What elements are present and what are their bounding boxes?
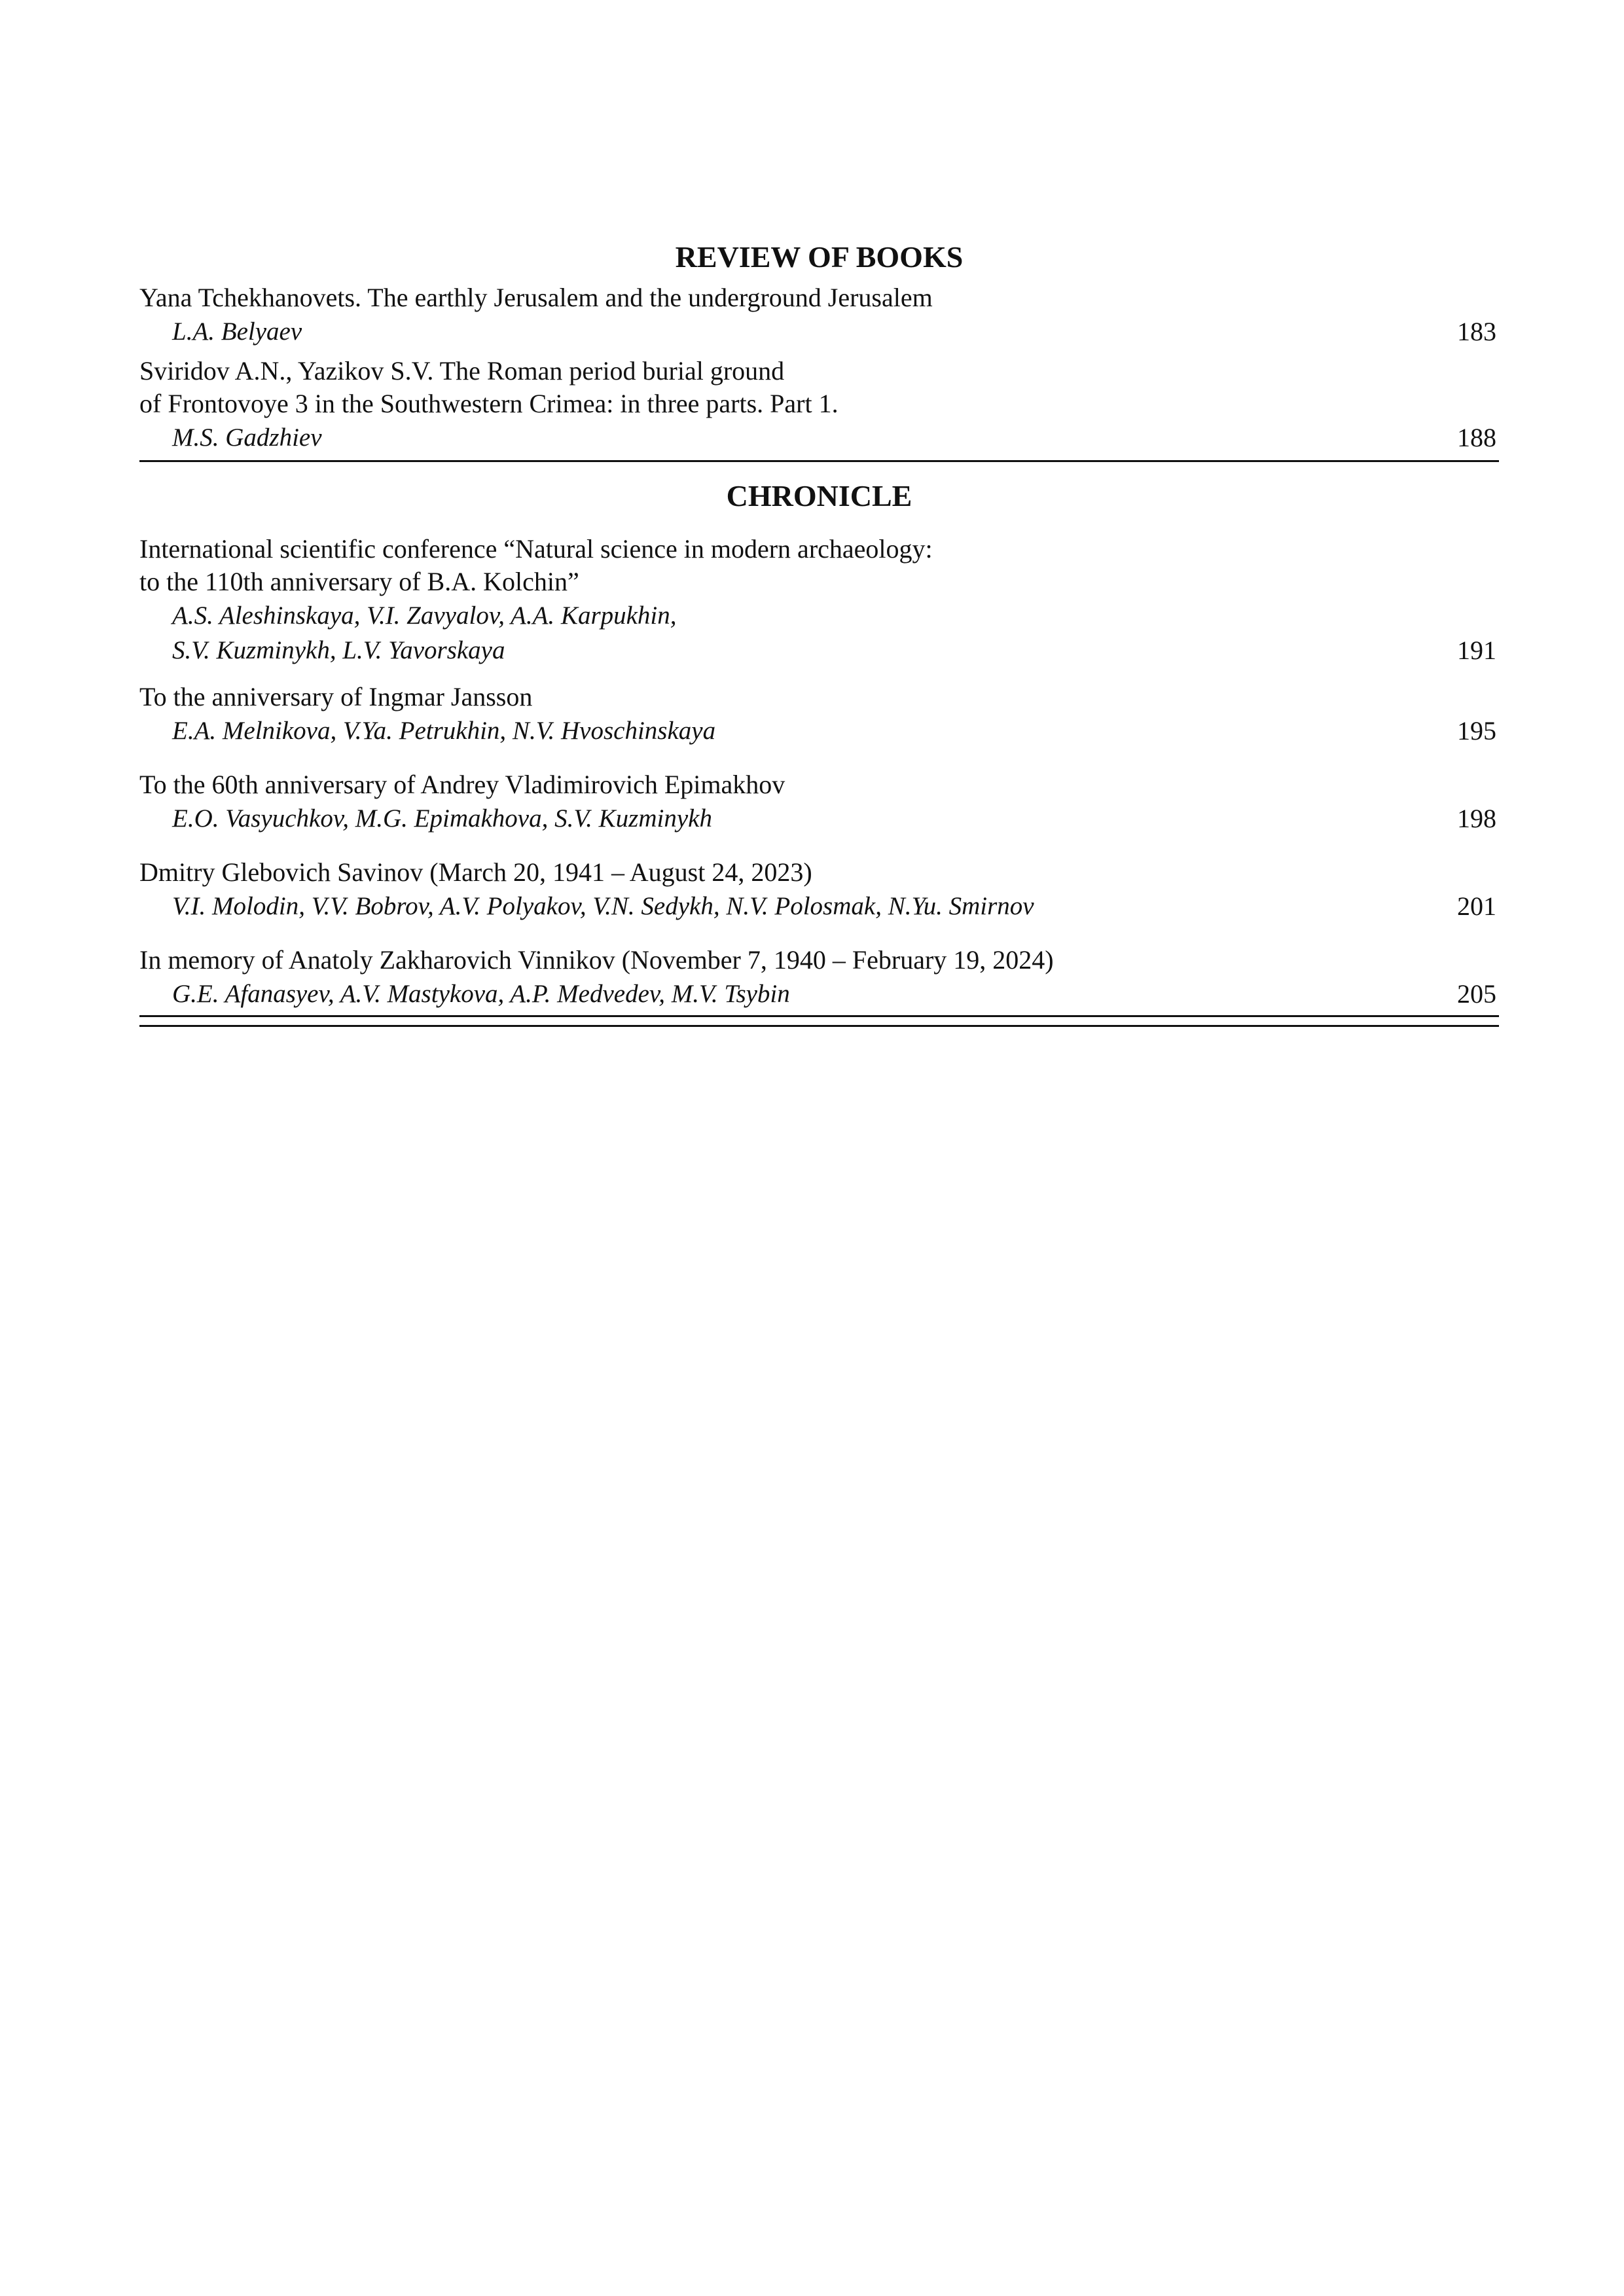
entry-authors-line: M.S. Gadzhiev [172,423,322,452]
toc-entry[interactable] [139,944,1499,1011]
entry-authors [139,598,1499,668]
entry-authors-line: A.S. Aleshinskaya, V.I. Zavyalov, A.A. Karpukhin, [172,601,677,630]
entry-title [139,856,1499,889]
entry-title [139,533,1499,598]
toc-entry[interactable] [139,856,1499,924]
entry-authors [139,889,1499,924]
entry-page-number: 201 [1457,891,1496,921]
entry-page-number: 195 [1457,716,1496,745]
entry-title [139,681,1499,713]
entry-page-number: 188 [1457,423,1496,452]
entry-authors [139,977,1499,1011]
entry-title-line: to the 110th anniversary of B.A. Kolchin” [139,567,579,596]
entry-title [139,944,1499,977]
entry-authors-line: G.E. Afanasyev, A.V. Mastykova, A.P. Medvedev, M.V. Tsybin [172,980,790,1008]
entry-title-line: Sviridov A.N., Yazikov S.V. The Roman period burial ground [139,356,785,386]
entry-authors-line: L.A. Belyaev [172,317,302,346]
entry-page-number: 183 [1457,317,1496,346]
end-divider [139,1015,1499,1027]
entry-title-line: To the anniversary of Ingmar Jansson [139,682,533,711]
toc-entry[interactable] [139,533,1499,668]
toc-entry[interactable] [139,355,1499,455]
entry-authors-line: V.I. Molodin, V.V. Bobrov, A.V. Polyakov, V.N. Sedykh, N.V. Polosmak, N.Yu. Smirnov [172,892,1034,920]
entry-authors-line: E.A. Melnikova, V.Ya. Petrukhin, N.V. Hvoschinskaya [172,717,716,745]
toc-entry[interactable] [139,281,1499,349]
entry-title-line: In memory of Anatoly Zakharovich Vinnikov (November 7, 1940 – February 19, 2024) [139,945,1054,975]
entry-authors [139,713,1499,748]
entry-title-line: Yana Tchekhanovets. The earthly Jerusalem and the underground Jerusalem [139,283,933,312]
entry-page-number: 198 [1457,804,1496,833]
entry-title-line: of Frontovoye 3 in the Southwestern Crimea: in three parts. Part 1. [139,389,839,418]
entry-title-line: Dmitry Glebovich Savinov (March 20, 1941 – August 24, 2023) [139,857,812,887]
entry-title [139,281,1499,314]
entry-authors [139,314,1499,349]
entry-authors-line: S.V. Kuzminykh, L.V. Yavorskaya [172,636,505,664]
entry-page-number: 191 [1457,636,1496,665]
table-of-contents [139,239,1499,1027]
entry-authors [139,801,1499,836]
toc-entry[interactable] [139,681,1499,748]
entry-title [139,768,1499,801]
entry-page-number: 205 [1457,979,1496,1009]
entry-title-line: To the 60th anniversary of Andrey Vladimirovich Epimakhov [139,770,785,799]
entry-title-line: International scientific conference “Natural science in modern archaeology: [139,534,933,564]
entry-authors [139,420,1499,455]
section-heading-chronicle: CHRONICLE [726,479,912,512]
section-divider [139,460,1499,462]
entry-authors-line: E.O. Vasyuchkov, M.G. Epimakhova, S.V. Kuzminykh [172,804,712,833]
section-heading-review-of-books: REVIEW OF BOOKS [675,240,964,274]
toc-entry[interactable] [139,768,1499,836]
entry-title [139,355,1499,420]
